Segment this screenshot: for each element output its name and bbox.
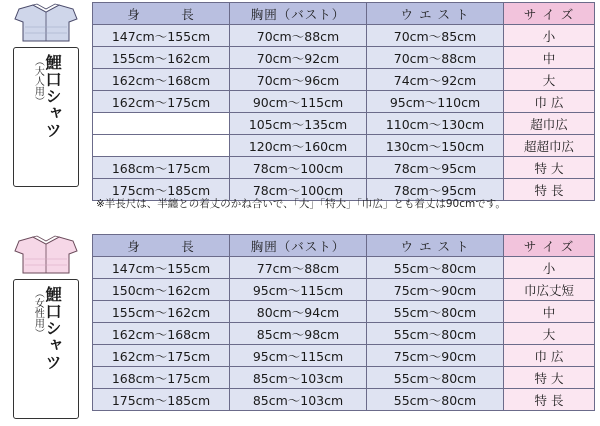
col-header-waist: ウ エ ス ト xyxy=(367,235,504,257)
table-row xyxy=(93,345,595,367)
cell-size: 超超巾広 xyxy=(504,135,595,157)
cell-height: 147cm〜155cm xyxy=(93,25,230,47)
table-row xyxy=(93,279,595,301)
table-row xyxy=(93,367,595,389)
cell-height: 168cm〜175cm xyxy=(93,157,230,179)
table-row xyxy=(93,257,595,279)
cell-waist: 55cm〜80cm xyxy=(367,389,504,411)
shirt-icon xyxy=(11,3,81,43)
table-row xyxy=(93,157,595,179)
cell-height: 168cm〜175cm xyxy=(93,367,230,389)
mens-label-box xyxy=(13,47,79,187)
cell-height: 175cm〜185cm xyxy=(93,389,230,411)
col-header-size: サ イ ズ xyxy=(504,3,595,25)
col-header-bust: 胸囲（バスト） xyxy=(230,235,367,257)
table-header-row xyxy=(93,235,595,257)
cell-height: 162cm〜175cm xyxy=(93,345,230,367)
womens-size-table xyxy=(92,234,595,411)
cell-size: 超巾広 xyxy=(504,113,595,135)
cell-size: 小 xyxy=(504,25,595,47)
mens-size-section xyxy=(0,0,600,201)
cell-waist: 70cm〜88cm xyxy=(367,47,504,69)
cell-bust: 95cm〜115cm xyxy=(230,279,367,301)
mens-label-main: 鯉口シャツ xyxy=(43,54,63,139)
cell-waist: 78cm〜95cm xyxy=(367,179,504,201)
table-row xyxy=(93,389,595,411)
cell-size: 特 大 xyxy=(504,157,595,179)
cell-waist: 110cm〜130cm xyxy=(367,113,504,135)
cell-bust: 70cm〜88cm xyxy=(230,25,367,47)
cell-bust: 95cm〜115cm xyxy=(230,345,367,367)
cell-size: 特 大 xyxy=(504,367,595,389)
col-header-bust: 胸囲（バスト） xyxy=(230,3,367,25)
cell-bust: 120cm〜160cm xyxy=(230,135,367,157)
cell-height xyxy=(93,113,230,135)
cell-waist: 75cm〜90cm xyxy=(367,279,504,301)
cell-bust: 90cm〜115cm xyxy=(230,91,367,113)
cell-waist: 55cm〜80cm xyxy=(367,323,504,345)
cell-height: 155cm〜162cm xyxy=(93,301,230,323)
cell-bust: 78cm〜100cm xyxy=(230,157,367,179)
mens-left-column xyxy=(0,0,92,201)
cell-bust: 77cm〜88cm xyxy=(230,257,367,279)
table-row xyxy=(93,91,595,113)
table-header-row xyxy=(93,3,595,25)
table-row xyxy=(93,135,595,157)
cell-bust: 85cm〜98cm xyxy=(230,323,367,345)
mens-size-table xyxy=(92,2,595,201)
table-row xyxy=(93,47,595,69)
cell-bust: 70cm〜92cm xyxy=(230,47,367,69)
womens-label-main: 鯉口シャツ xyxy=(43,286,63,371)
cell-height: 147cm〜155cm xyxy=(93,257,230,279)
mens-shirt-illustration xyxy=(11,3,81,43)
womens-size-section xyxy=(0,232,600,419)
cell-waist: 74cm〜92cm xyxy=(367,69,504,91)
cell-waist: 78cm〜95cm xyxy=(367,157,504,179)
cell-size: 特 長 xyxy=(504,179,595,201)
cell-waist: 130cm〜150cm xyxy=(367,135,504,157)
col-header-height: 身 長 xyxy=(93,235,230,257)
cell-bust: 80cm〜94cm xyxy=(230,301,367,323)
footnote: ※半長尺は、半纏との着丈のかね合いで、「大」「特大」「巾広」とも着丈は90cmです。 xyxy=(96,198,506,210)
col-header-height: 身 長 xyxy=(93,3,230,25)
cell-height: 162cm〜175cm xyxy=(93,91,230,113)
womens-shirt-illustration xyxy=(11,235,81,275)
cell-size: 巾広丈短 xyxy=(504,279,595,301)
cell-height xyxy=(93,135,230,157)
cell-size: 中 xyxy=(504,301,595,323)
cell-waist: 70cm〜85cm xyxy=(367,25,504,47)
table-row xyxy=(93,301,595,323)
cell-size: 大 xyxy=(504,69,595,91)
cell-height: 150cm〜162cm xyxy=(93,279,230,301)
col-header-waist: ウ エ ス ト xyxy=(367,3,504,25)
cell-size: 小 xyxy=(504,257,595,279)
cell-size: 中 xyxy=(504,47,595,69)
cell-height: 162cm〜168cm xyxy=(93,69,230,91)
womens-left-column xyxy=(0,232,92,419)
table-row xyxy=(93,25,595,47)
cell-waist: 55cm〜80cm xyxy=(367,257,504,279)
table-row xyxy=(93,323,595,345)
cell-bust: 70cm〜96cm xyxy=(230,69,367,91)
cell-size: 特 長 xyxy=(504,389,595,411)
cell-size: 巾 広 xyxy=(504,345,595,367)
cell-height: 175cm〜185cm xyxy=(93,179,230,201)
cell-height: 162cm〜168cm xyxy=(93,323,230,345)
womens-table-wrap xyxy=(92,232,600,419)
cell-height: 155cm〜162cm xyxy=(93,47,230,69)
womens-label-box xyxy=(13,279,79,419)
mens-label-sub: （大人用） xyxy=(32,56,44,106)
cell-waist: 55cm〜80cm xyxy=(367,367,504,389)
mens-table-wrap xyxy=(92,0,600,201)
shirt-icon xyxy=(11,235,81,275)
cell-waist: 95cm〜110cm xyxy=(367,91,504,113)
cell-size: 巾 広 xyxy=(504,91,595,113)
cell-bust: 85cm〜103cm xyxy=(230,367,367,389)
womens-label-sub: （女性用） xyxy=(32,288,44,338)
col-header-size: サ イ ズ xyxy=(504,235,595,257)
table-row xyxy=(93,69,595,91)
cell-size: 大 xyxy=(504,323,595,345)
cell-waist: 75cm〜90cm xyxy=(367,345,504,367)
cell-bust: 105cm〜135cm xyxy=(230,113,367,135)
cell-bust: 78cm〜100cm xyxy=(230,179,367,201)
cell-bust: 85cm〜103cm xyxy=(230,389,367,411)
cell-waist: 55cm〜80cm xyxy=(367,301,504,323)
table-row xyxy=(93,113,595,135)
